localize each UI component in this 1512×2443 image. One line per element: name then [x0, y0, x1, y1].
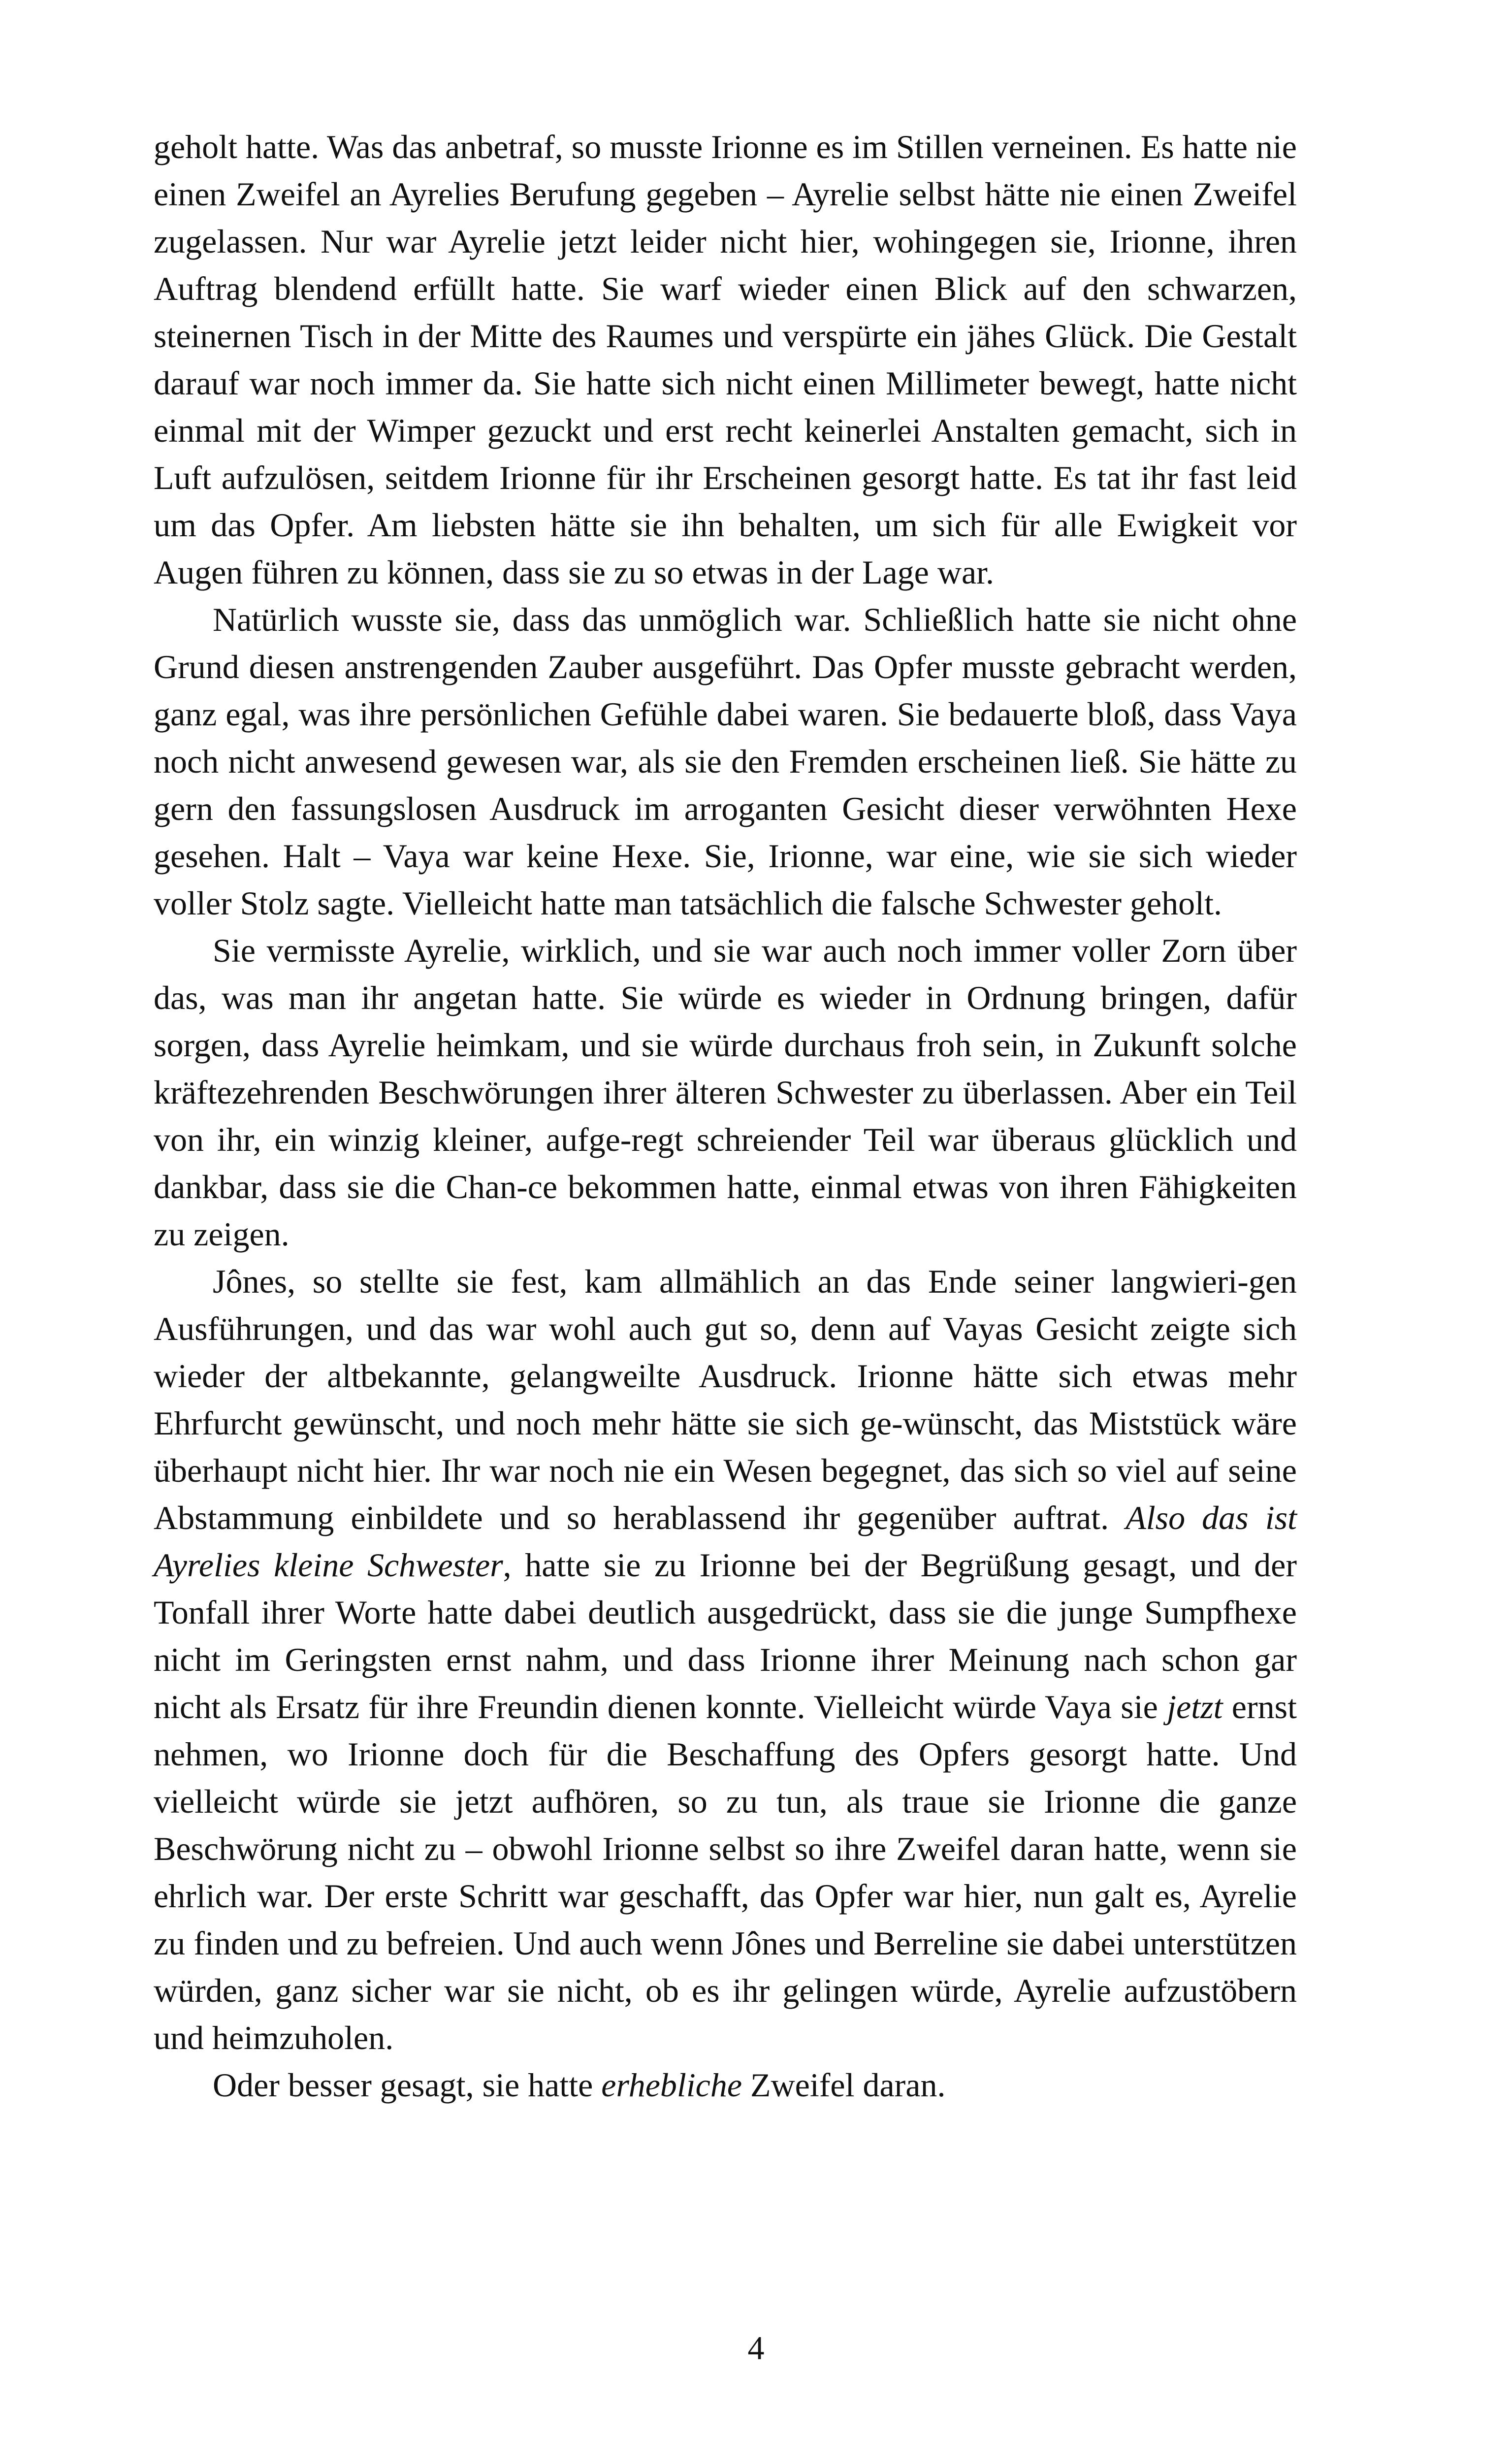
paragraph-5-text-a: Oder besser gesagt, sie hatte	[213, 2066, 602, 2104]
paragraph-1	[154, 123, 1297, 596]
paragraph-4-italic-jetzt: jetzt	[1167, 1688, 1223, 1726]
paragraph-4-text-a: Jônes, so stellte sie fest, kam allmählich an das Ende seiner langwieri-gen Ausführungen, und das war wohl auch gut so, denn auf Vayas Gesicht zeigte sich wieder der altbekannte, gelangweilte Ausdruck. Irionne hätte sich etwas mehr Ehrfurcht gewünscht, und noch mehr hätte sie sich ge-wünscht, das Miststück wäre überhaupt nicht hier. Ihr war noch nie ein Wesen begegnet, das sich so viel auf seine Abstammung einbildete und so herablassend ihr gegenüber auftrat.	[154, 1263, 1297, 1536]
paragraph-4	[154, 1258, 1297, 2061]
page-number: 4	[747, 2329, 765, 2367]
paragraph-2-text: Natürlich wusste sie, dass das unmöglich war. Schließlich hatte sie nicht ohne Grund diesen anstrengenden Zauber ausgeführt. Das Opfer musste gebracht werden, ganz egal, was ihre persönlichen Gefühle dabei waren. Sie bedauerte bloß, dass Vaya noch nicht anwesend gewesen war, als sie den Fremden erscheinen ließ. Sie hätte zu gern den fassungslosen Ausdruck im arroganten Gesicht dieser verwöhnten Hexe gesehen. Halt – Vaya war keine Hexe. Sie, Irionne, war eine, wie sie sich wieder voller Stolz sagte. Vielleicht hatte man tatsächlich die falsche Schwester geholt.	[154, 601, 1297, 922]
paragraph-5-italic-erhebliche: erhebliche	[601, 2066, 742, 2104]
paragraph-3-text: Sie vermisste Ayrelie, wirklich, und sie war auch noch immer voller Zorn über das, was man ihr angetan hatte. Sie würde es wieder in Ordnung bringen, dafür sorgen, dass Ayrelie heimkam, und sie würde durchaus froh sein, in Zukunft solche kräftezehrenden Beschwörungen ihrer älteren Schwester zu überlassen. Aber ein Teil von ihr, ein winzig kleiner, aufge-regt schreiender Teil war überaus glücklich und dankbar, dass sie die Chan-ce bekommen hatte, einmal etwas von ihren Fähigkeiten zu zeigen.	[154, 932, 1297, 1253]
paragraph-1-text: geholt hatte. Was das anbetraf, so musste Irionne es im Stillen verneinen. Es hatte nie einen Zweifel an Ayrelies Berufung gegeben – Ayrelie selbst hätte nie einen Zweifel zugelassen. Nur war Ayrelie jetzt leider nicht hier, wohingegen sie, Irionne, ihren Auftrag blendend erfüllt hatte. Sie warf wieder einen Blick auf den schwarzen, steinernen Tisch in der Mitte des Raumes und verspürte ein jähes Glück. Die Gestalt darauf war noch immer da. Sie hatte sich nicht einen Millimeter bewegt, hatte nicht einmal mit der Wimper gezuckt und erst recht keinerlei Anstalten gemacht, sich in Luft aufzulösen, seitdem Irionne für ihr Erscheinen gesorgt hatte. Es tat ihr fast leid um das Opfer. Am liebsten hätte sie ihn behalten, um sich für alle Ewigkeit vor Augen führen zu können, dass sie zu so etwas in der Lage war.	[154, 128, 1297, 591]
paragraph-2	[154, 596, 1297, 927]
paragraph-4-text-c: ernst nehmen, wo Irionne doch für die Beschaffung des Opfers gesorgt hatte. Und vielleicht würde sie jetzt aufhören, so zu tun, als traue sie Irionne die ganze Beschwörung nicht zu – obwohl Irionne selbst so ihre Zweifel daran hatte, wenn sie ehrlich war. Der erste Schritt war geschafft, das Opfer war hier, nun galt es, Ayrelie zu finden und zu befreien. Und auch wenn Jônes und Berreline sie dabei unterstützen würden, ganz sicher war sie nicht, ob es ihr gelingen würde, Ayrelie aufzustöbern und heimzuholen.	[154, 1688, 1297, 2056]
paragraph-5-text-b: Zweifel daran.	[742, 2066, 946, 2104]
body-text	[154, 123, 1297, 2109]
paragraph-4-italic-quote: Also das ist Ayrelies kleine Schwester	[154, 1499, 1297, 1584]
paragraph-5	[154, 2061, 1297, 2109]
paragraph-3	[154, 927, 1297, 1258]
paragraph-4-text-b: , hatte sie zu Irionne bei der Begrüßung gesagt, und der Tonfall ihrer Worte hatte dabei deutlich ausgedrückt, dass sie die junge Sumpfhexe nicht im Geringsten ernst nahm, und dass Irionne ihrer Meinung nach schon gar nicht als Ersatz für ihre Freundin dienen konnte. Vielleicht würde Vaya sie	[154, 1546, 1297, 1726]
